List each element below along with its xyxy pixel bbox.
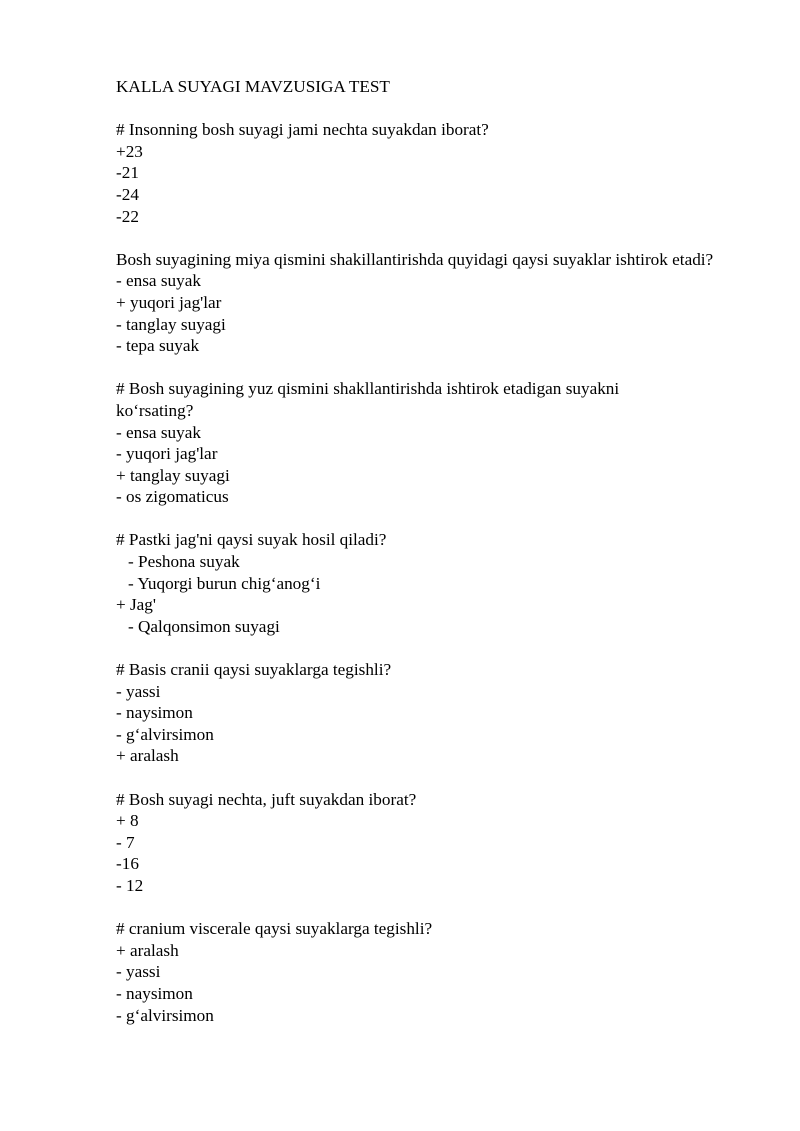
answer-option: - Yuqorgi burun chig‘anog‘i (128, 573, 321, 593)
spacer (116, 227, 740, 249)
answer-option: - yassi (116, 962, 161, 982)
question-block-4 (116, 529, 740, 637)
answer-option: - ensa suyak (116, 271, 201, 291)
question-block-3 (116, 378, 740, 508)
document-title: KALLA SUYAGI MAVZUSIGA TEST (116, 77, 390, 96)
spacer (116, 767, 740, 789)
answer-option: - tanglay suyagi (116, 314, 226, 334)
spacer (116, 98, 740, 120)
answer-option: -22 (116, 206, 139, 226)
spacer (116, 508, 740, 530)
answer-option: - 12 (116, 875, 144, 895)
question-text: # Basis cranii qaysi suyaklarga tegishli? (116, 660, 392, 680)
question-text: # Bosh suyagi nechta, juft suyakdan iborat? (116, 789, 417, 809)
answer-option: - Qalqonsimon suyagi (128, 616, 280, 636)
spacer (116, 637, 740, 659)
question-text: Bosh suyagining miya qismini shakillantirishda quyidagi qaysi suyaklar ishtirok etadi? (116, 249, 714, 269)
answer-option: - naysimon (116, 983, 193, 1003)
answer-option: - g‘alvirsimon (116, 724, 214, 744)
question-block-1 (116, 119, 740, 227)
question-block-2 (116, 249, 740, 357)
answer-option: - 7 (116, 832, 135, 852)
spacer (116, 897, 740, 919)
answer-option: - yuqori jag'lar (116, 444, 218, 464)
question-text: # Insonning bosh suyagi jami nechta suyakdan iborat? (116, 120, 489, 140)
answer-option: + tanglay suyagi (116, 465, 230, 485)
answer-option: + 8 (116, 811, 139, 831)
question-block-6 (116, 789, 740, 897)
answer-option: +23 (116, 141, 143, 161)
question-block-7 (116, 918, 740, 1026)
answer-option: - yassi (116, 681, 161, 701)
question-block-5 (116, 659, 740, 767)
answer-option: + aralash (116, 746, 179, 766)
answer-option: + Jag' (116, 595, 156, 615)
answer-option: - g‘alvirsimon (116, 1005, 214, 1025)
answer-option: - naysimon (116, 703, 193, 723)
spacer (116, 357, 740, 379)
answer-option: -24 (116, 184, 139, 204)
answer-option: - ensa suyak (116, 422, 201, 442)
answer-option: + aralash (116, 940, 179, 960)
question-text: # Bosh suyagining yuz qismini shakllantirishda ishtirok etadigan suyakni ko‘rsating? (116, 379, 620, 420)
question-text: # Pastki jag'ni qaysi suyak hosil qiladi? (116, 530, 387, 550)
answer-option: -21 (116, 163, 139, 183)
answer-option: + yuqori jag'lar (116, 292, 222, 312)
answer-option: -16 (116, 854, 139, 874)
answer-option: - tepa suyak (116, 336, 200, 356)
answer-option: - Peshona suyak (128, 552, 240, 572)
question-text: # cranium viscerale qaysi suyaklarga tegishli? (116, 919, 433, 939)
answer-option: - os zigomaticus (116, 487, 229, 507)
